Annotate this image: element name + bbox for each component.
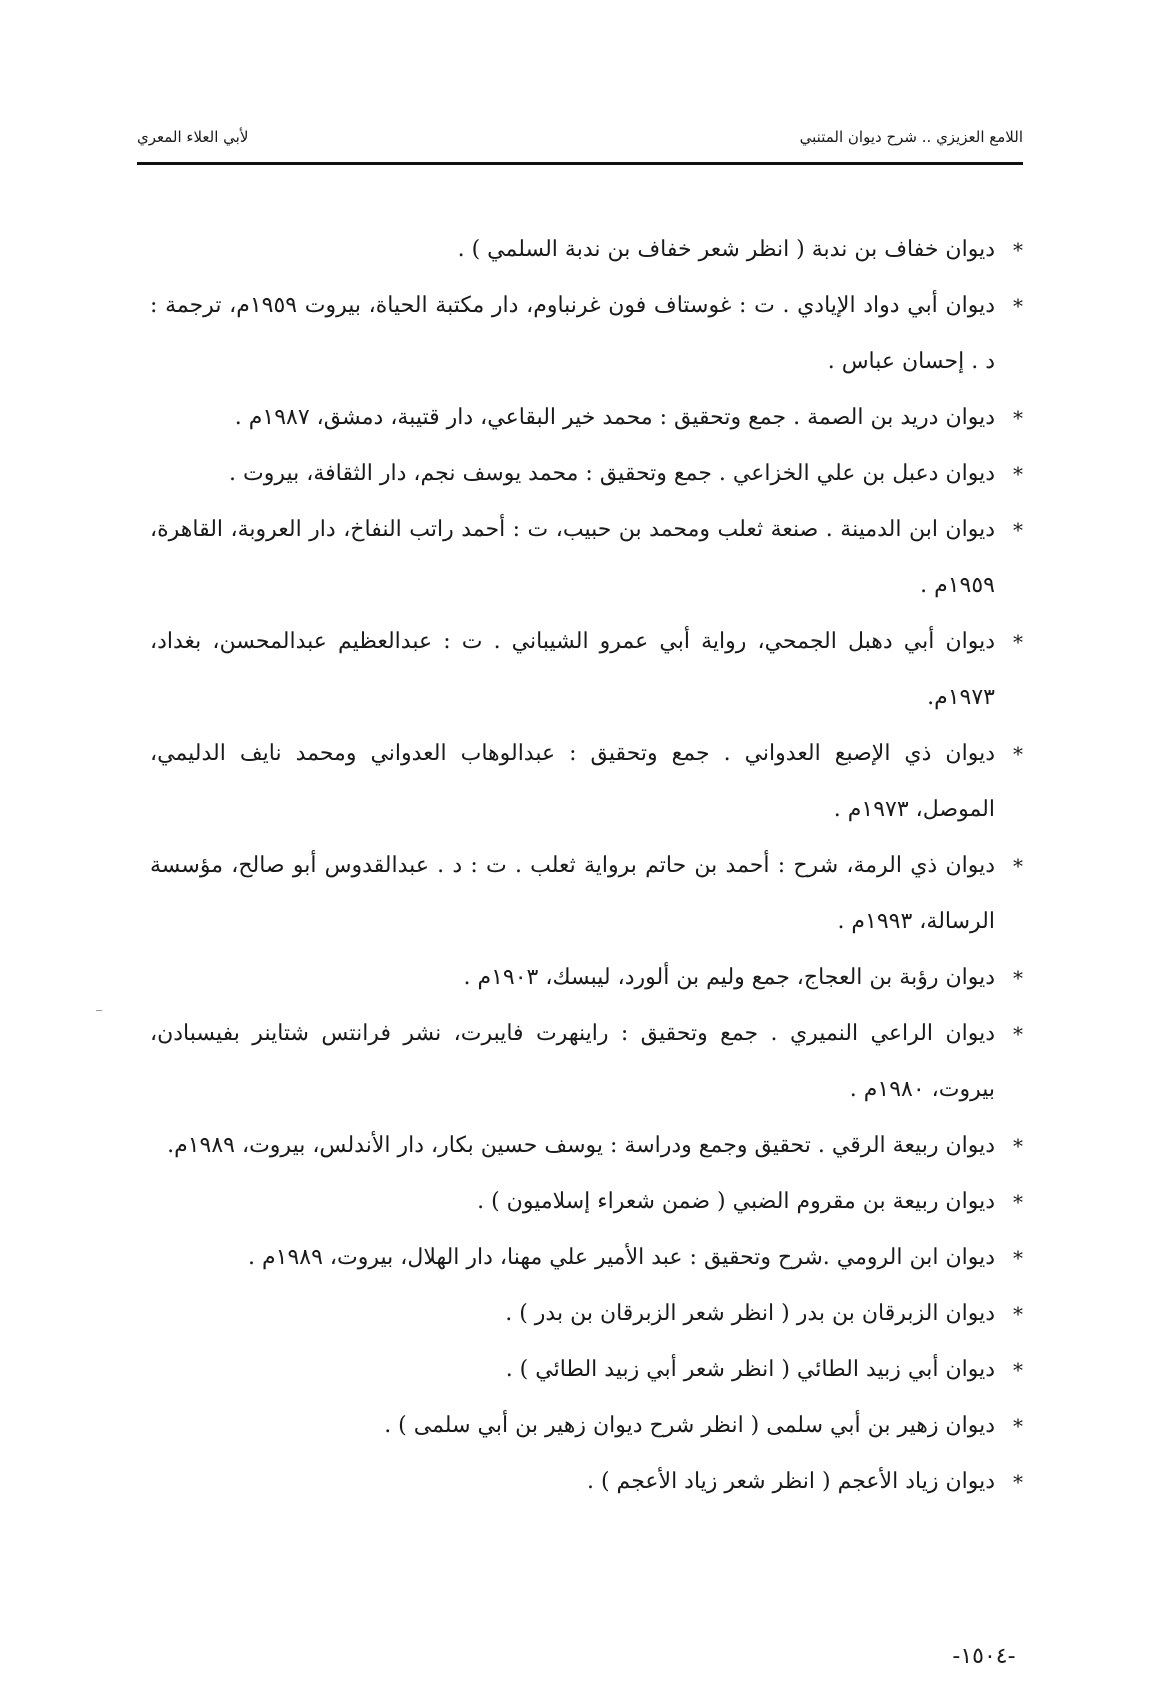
author-name: لأبي العلاء المعري <box>137 128 249 146</box>
asterisk-bullet: * <box>1013 406 1023 430</box>
bibliography-entry <box>150 838 1023 950</box>
asterisk-bullet: * <box>1013 1134 1023 1158</box>
bibliography-entry <box>150 278 1023 390</box>
entry-text: ديوان زياد الأعجم ( انظر شعر زياد الأعجم ) . <box>586 1469 995 1494</box>
bibliography-entry <box>150 1174 1023 1230</box>
asterisk-bullet: * <box>1013 630 1023 654</box>
entry-text: ديوان دعبل بن علي الخزاعي . جمع وتحقيق : محمد يوسف نجم، دار الثقافة، بيروت . <box>229 461 995 486</box>
entry-text: ديوان الراعي النميري . جمع وتحقيق : راينهرت فايبرت، نشر فرانتس شتاينر بفيسبادن، بيروت، ١٩٨٠م . <box>150 1021 995 1102</box>
bibliography-entry <box>150 1454 1023 1510</box>
entry-text: ديوان خفاف بن ندبة ( انظر شعر خفاف بن ندبة السلمي ) . <box>457 237 995 262</box>
bibliography-entry <box>150 950 1023 1006</box>
entry-text: ديوان ربيعة بن مقروم الضبي ( ضمن شعراء إسلاميون ) . <box>477 1189 995 1214</box>
asterisk-bullet: * <box>1013 1246 1023 1270</box>
entry-text: ديوان أبي زبيد الطائي ( انظر شعر أبي زبيد الطائي ) . <box>505 1357 995 1382</box>
bibliography-entry <box>150 1286 1023 1342</box>
header-rule <box>137 162 1023 165</box>
entry-text: ديوان زهير بن أبي سلمى ( انظر شرح ديوان زهير بن أبي سلمى ) . <box>384 1413 995 1438</box>
bibliography-entry <box>150 390 1023 446</box>
asterisk-bullet: * <box>1013 518 1023 542</box>
asterisk-bullet: * <box>1013 462 1023 486</box>
entry-text: ديوان أبي دواد الإيادي . ت : غوستاف فون غرنباوم، دار مكتبة الحياة، بيروت ١٩٥٩م، ترجمة : د . إحسان عباس . <box>150 293 996 374</box>
asterisk-bullet: * <box>1013 966 1023 990</box>
asterisk-bullet: * <box>1013 854 1023 878</box>
bibliography-entry <box>150 1398 1023 1454</box>
asterisk-bullet: * <box>1013 1302 1023 1326</box>
bibliography-list <box>150 222 1023 1510</box>
entry-text: ديوان الزبرقان بن بدر ( انظر شعر الزبرقان بن بدر ) . <box>505 1301 995 1326</box>
bibliography-entry <box>150 1230 1023 1286</box>
asterisk-bullet: * <box>1013 1358 1023 1382</box>
asterisk-bullet: * <box>1013 1470 1023 1494</box>
entry-text: ديوان رؤبة بن العجاج، جمع وليم بن ألورد، ليبسك، ١٩٠٣م . <box>463 965 995 990</box>
asterisk-bullet: * <box>1013 1190 1023 1214</box>
entry-text: ديوان ربيعة الرقي . تحقيق وجمع ودراسة : يوسف حسين بكار، دار الأندلس، بيروت، ١٩٨٩م. <box>167 1133 995 1158</box>
asterisk-bullet: * <box>1013 294 1023 318</box>
asterisk-bullet: * <box>1013 1022 1023 1046</box>
bibliography-entry <box>150 614 1023 726</box>
entry-text: ديوان ذي الإصبع العدواني . جمع وتحقيق : عبدالوهاب العدواني ومحمد نايف الدليمي، الموصل، ١٩٧٣م . <box>150 741 995 822</box>
bibliography-entry <box>150 726 1023 838</box>
entry-text: ديوان دريد بن الصمة . جمع وتحقيق : محمد خير البقاعي، دار قتيبة، دمشق، ١٩٨٧م . <box>234 405 995 430</box>
asterisk-bullet: * <box>1013 238 1023 262</box>
entry-text: ديوان ابن الرومي .شرح وتحقيق : عبد الأمير علي مهنا، دار الهلال، بيروت، ١٩٨٩م . <box>248 1245 995 1270</box>
bibliography-entry <box>150 1342 1023 1398</box>
entry-text: ديوان ابن الدمينة . صنعة ثعلب ومحمد بن حبيب، ت : أحمد راتب النفاخ، دار العروبة، القاهرة، ١٩٥٩م . <box>150 517 995 598</box>
bibliography-entry <box>150 1118 1023 1174</box>
bibliography-entry <box>150 446 1023 502</box>
page-number: -١٥٠٤- <box>952 1644 1016 1669</box>
bibliography-entry <box>150 1006 1023 1118</box>
bibliography-entry <box>150 502 1023 614</box>
bibliography-entry <box>150 222 1023 278</box>
asterisk-bullet: * <box>1013 742 1023 766</box>
entry-text: ديوان أبي دهبل الجمحي، رواية أبي عمرو الشيباني . ت : عبدالعظيم عبدالمحسن، بغداد، ١٩٧٣م. <box>150 629 995 710</box>
page-header <box>137 122 1023 162</box>
margin-mark <box>96 1010 102 1011</box>
running-title: اللامع العزيزي .. شرح ديوان المتنبي <box>799 128 1023 146</box>
entry-text: ديوان ذي الرمة، شرح : أحمد بن حاتم برواية ثعلب . ت : د . عبدالقدوس أبو صالح، مؤسسة الرسالة، ١٩٩٣م . <box>150 853 995 934</box>
asterisk-bullet: * <box>1013 1414 1023 1438</box>
